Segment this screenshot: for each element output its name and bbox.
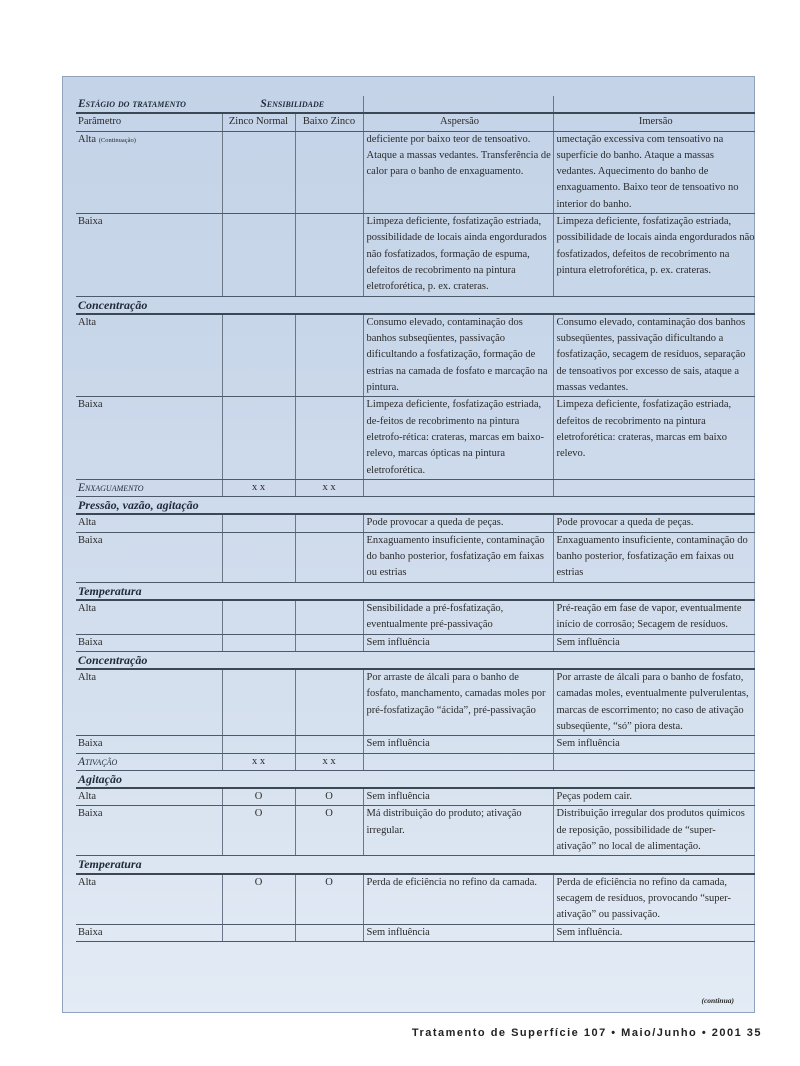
immersion-column-header: Imersão xyxy=(553,113,755,131)
zinc-low-cell xyxy=(295,214,363,296)
table-group-row xyxy=(76,770,755,788)
zinc-low-cell: O xyxy=(295,806,363,856)
zinc-low-cell xyxy=(295,532,363,582)
zinc-normal-cell xyxy=(222,924,295,941)
param-cell xyxy=(76,788,222,806)
group-label: Temperatura xyxy=(76,582,755,600)
immersion-cell: Pré-reação em fase de vapor, eventualmente início de corrosão; Secagem de resíduos. xyxy=(553,600,755,634)
zinc-normal-cell: O xyxy=(222,874,295,924)
param-cell xyxy=(76,924,222,941)
table-row xyxy=(76,736,755,753)
immersion-cell xyxy=(553,479,755,496)
param-label: Baixa xyxy=(78,534,103,546)
param-cell xyxy=(76,131,222,213)
spray-cell xyxy=(363,479,553,496)
param-column-header: Parâmetro xyxy=(76,113,222,131)
spray-cell: Sem influência xyxy=(363,736,553,753)
spray-cell: Sensibilidade a pré-fosfatização, eventualmente pré-passivação xyxy=(363,600,553,634)
zinc-normal-cell: x x xyxy=(222,753,295,770)
zinc-low-cell xyxy=(295,634,363,651)
param-cell xyxy=(76,634,222,651)
param-cell xyxy=(76,532,222,582)
table-row xyxy=(76,314,755,397)
table-row xyxy=(76,788,755,806)
spray-cell: Consumo elevado, contaminação dos banhos subseqüentes, passivação dificultando a fosfatização, formação de estrias na camada de fosfato e marcação na pintura. xyxy=(363,314,553,397)
group-label: Agitação xyxy=(76,770,755,788)
param-label: Baixa xyxy=(78,738,103,750)
table-row xyxy=(76,131,755,213)
group-label: Pressão, vazão, agitação xyxy=(76,497,755,515)
table-stage-row xyxy=(76,479,755,496)
param-label: Ativação xyxy=(78,755,118,768)
zinc-normal-cell: O xyxy=(222,806,295,856)
zinc-normal-column-header: Zinco Normal xyxy=(222,113,295,131)
param-label: Alta xyxy=(78,133,97,145)
table-column-header xyxy=(76,113,755,131)
immersion-cell: Peças podem cair. xyxy=(553,788,755,806)
param-cell xyxy=(76,736,222,753)
table-group-row xyxy=(76,856,755,874)
param-cell xyxy=(76,514,222,532)
zinc-normal-cell xyxy=(222,214,295,296)
spray-cell: Limpeza deficiente, fosfatização estriada, possibilidade de locais ainda engordurados não fosfatizados, formação de espuma, defeitos de recobrimento na pintura eletroforética, p. ex. crateras. xyxy=(363,214,553,296)
zinc-low-cell xyxy=(295,600,363,634)
zinc-low-cell: x x xyxy=(295,753,363,770)
zinc-low-column-header: Baixo Zinco xyxy=(295,113,363,131)
param-label: Baixa xyxy=(78,808,103,820)
immersion-cell: Limpeza deficiente, fosfatização estriada, defeitos de recobrimento na pintura eletroforética: crateras, marcas em baixo relevo. xyxy=(553,397,755,479)
param-cell xyxy=(76,479,222,496)
table-row xyxy=(76,874,755,924)
param-label: Alta xyxy=(78,672,97,684)
zinc-normal-cell xyxy=(222,736,295,753)
immersion-cell: Limpeza deficiente, fosfatização estriada, possibilidade de locais ainda engordurados não fosfatizados, defeitos de recobrimento na pintura eletroforética, p. ex. crateras. xyxy=(553,214,755,296)
table-stage-row xyxy=(76,753,755,770)
param-cell xyxy=(76,753,222,770)
zinc-normal-cell xyxy=(222,634,295,651)
immersion-cell: Pode provocar a queda de peças. xyxy=(553,514,755,532)
zinc-low-cell xyxy=(295,131,363,213)
zinc-normal-cell xyxy=(222,314,295,397)
zinc-normal-cell xyxy=(222,397,295,479)
spray-cell: Pode provocar a queda de peças. xyxy=(363,514,553,532)
immersion-cell xyxy=(553,753,755,770)
zinc-low-cell xyxy=(295,314,363,397)
zinc-low-cell: x x xyxy=(295,479,363,496)
immersion-cell: umectação excessiva com tensoativo na superfície do banho. Ataque a massas vedantes. Aquecimento do banho de enxaguamento. Baixo teor de tensoativo no interior do banho. xyxy=(553,131,755,213)
zinc-normal-cell: O xyxy=(222,788,295,806)
param-label: Alta xyxy=(78,876,97,888)
table-row xyxy=(76,669,755,736)
table-group-row xyxy=(76,296,755,314)
spray-cell: Sem influência xyxy=(363,634,553,651)
param-label: Alta xyxy=(78,517,97,529)
table-section-header xyxy=(76,96,755,113)
spray-cell: Sem influência xyxy=(363,788,553,806)
spray-cell: Má distribuição do produto; ativação irregular. xyxy=(363,806,553,856)
group-label: Temperatura xyxy=(76,856,755,874)
param-label: Baixa xyxy=(78,636,103,648)
table-group-row xyxy=(76,497,755,515)
param-label: Enxaguamento xyxy=(78,481,144,494)
spray-cell xyxy=(363,753,553,770)
zinc-normal-cell xyxy=(222,600,295,634)
zinc-low-cell xyxy=(295,736,363,753)
zinc-low-cell: O xyxy=(295,788,363,806)
param-cell xyxy=(76,669,222,736)
zinc-low-cell: O xyxy=(295,874,363,924)
param-label: Baixa xyxy=(78,399,103,411)
param-label: Alta xyxy=(78,602,97,614)
immersion-cell: Por arraste de álcali para o banho de fosfato, camadas moles, eventualmente pulverulentas, marcas de escorrimento; no caso de ativação subseqüente, “só” piora desta. xyxy=(553,669,755,736)
param-cell xyxy=(76,806,222,856)
zinc-low-cell xyxy=(295,397,363,479)
param-label: Baixa xyxy=(78,216,103,228)
table-row xyxy=(76,514,755,532)
immersion-cell: Enxaguamento insuficiente, contaminação do banho posterior, fosfatização em faixas ou estrias xyxy=(553,532,755,582)
sensitivity-header: Sensibilidade xyxy=(222,96,363,113)
param-cell xyxy=(76,214,222,296)
param-label: Baixa xyxy=(78,926,103,938)
group-label: Concentração xyxy=(76,296,755,314)
table-row xyxy=(76,600,755,634)
immersion-cell: Perda de eficiência no refino da camada, secagem de resíduos, provocando “super-ativação” ou passivação. xyxy=(553,874,755,924)
zinc-normal-cell xyxy=(222,131,295,213)
table-row xyxy=(76,634,755,651)
zinc-low-cell xyxy=(295,924,363,941)
param-cell xyxy=(76,600,222,634)
spray-cell: Por arraste de álcali para o banho de fosfato, manchamento, camadas moles por pré-fosfatização “ácida”, pré-passivação xyxy=(363,669,553,736)
param-cell xyxy=(76,314,222,397)
param-cell xyxy=(76,397,222,479)
table-row xyxy=(76,806,755,856)
page-footer: Tratamento de Superfície 107 • Maio/Junho • 2001 35 xyxy=(411,1027,762,1039)
immersion-cell: Sem influência xyxy=(553,736,755,753)
table-row xyxy=(76,532,755,582)
spray-column-header: Aspersão xyxy=(363,113,553,131)
zinc-normal-cell xyxy=(222,669,295,736)
zinc-normal-cell xyxy=(222,532,295,582)
spray-cell: Enxaguamento insuficiente, contaminação do banho posterior, fosfatização em faixas ou estrias xyxy=(363,532,553,582)
param-note: (Continuação) xyxy=(98,136,136,144)
zinc-normal-cell xyxy=(222,514,295,532)
spray-cell: deficiente por baixo teor de tensoativo. Ataque a massas vedantes. Transferência de calor para o banho de enxaguamento. xyxy=(363,131,553,213)
zinc-low-cell xyxy=(295,669,363,736)
immersion-cell: Sem influência. xyxy=(553,924,755,941)
table-group-row xyxy=(76,582,755,600)
table-group-row xyxy=(76,651,755,669)
treatment-sensitivity-table xyxy=(76,96,755,942)
spray-cell: Sem influência xyxy=(363,924,553,941)
immersion-cell: Distribuição irregular dos produtos químicos de reposição, possibilidade de “super-ativação” no local de alimentação. xyxy=(553,806,755,856)
immersion-cell: Sem influência xyxy=(553,634,755,651)
spray-cell: Limpeza deficiente, fosfatização estriada, de-feitos de recobrimento na pintura eletrofo-rética: crateras, marcas em baixo-relevo, marcas ópticas na pintura eletroforética. xyxy=(363,397,553,479)
continued-note: (continua) xyxy=(701,996,734,1005)
param-cell xyxy=(76,874,222,924)
spray-cell: Perda de eficiência no refino da camada. xyxy=(363,874,553,924)
stage-header: Estágio do tratamento xyxy=(76,96,222,113)
table-row xyxy=(76,214,755,296)
immersion-cell: Consumo elevado, contaminação dos banhos subseqüentes, passivação dificultando a fosfatização, secagem de resíduos, separação de tensoativos por excesso de sais, ataque a massas vedantes. xyxy=(553,314,755,397)
zinc-low-cell xyxy=(295,514,363,532)
group-label: Concentração xyxy=(76,651,755,669)
table-row xyxy=(76,397,755,479)
table-row xyxy=(76,924,755,941)
param-label: Alta xyxy=(78,316,97,328)
param-label: Alta xyxy=(78,791,97,803)
zinc-normal-cell: x x xyxy=(222,479,295,496)
